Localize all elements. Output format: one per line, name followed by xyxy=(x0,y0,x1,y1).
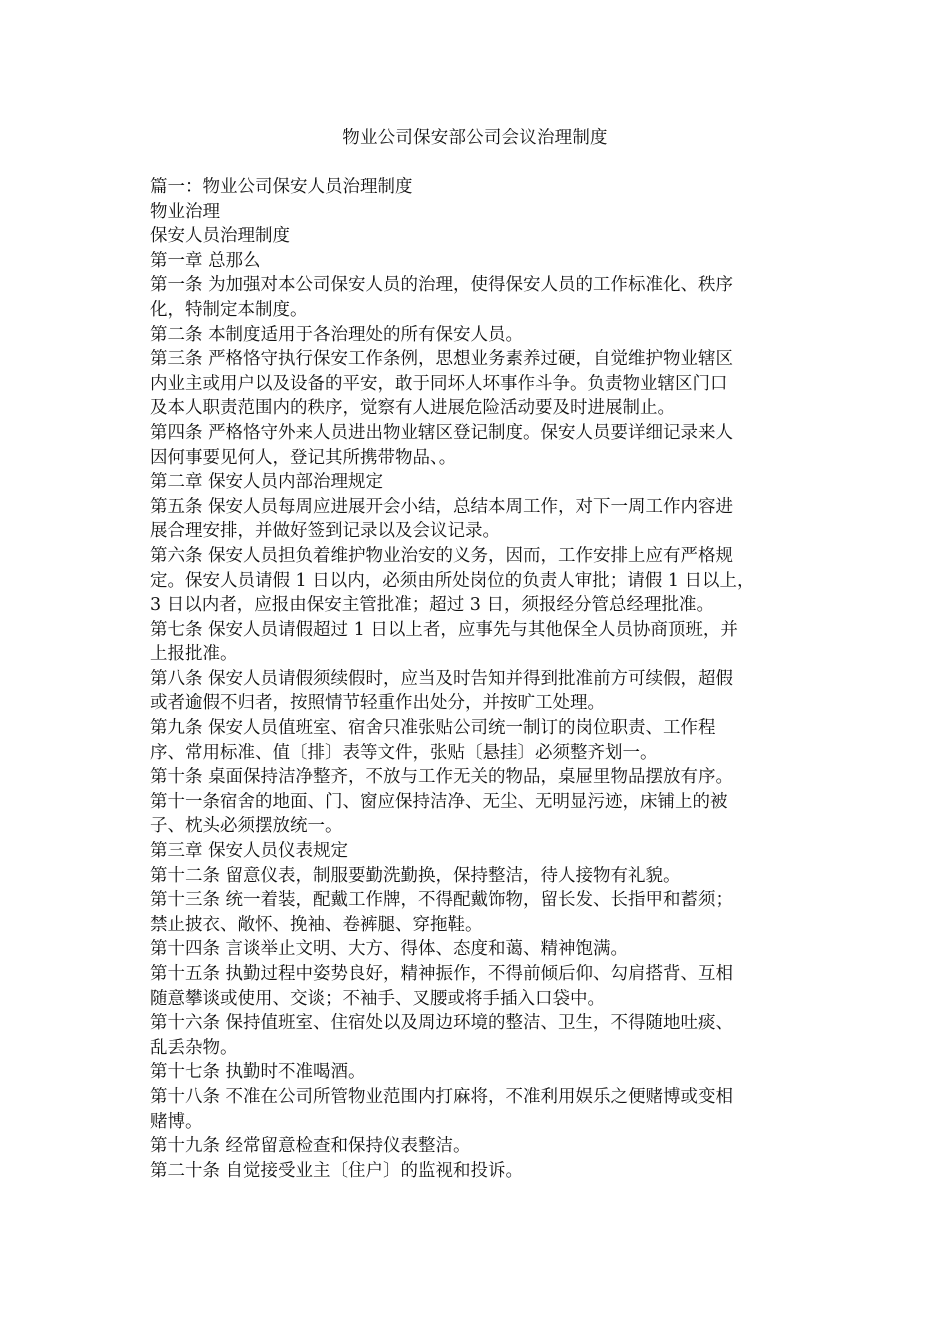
body-line: 第五条 保安人员每周应进展开会小结，总结本周工作，对下一周工作内容进 xyxy=(150,496,734,517)
body-line: 第十五条 执勤过程中姿势良好，精神振作，不得前倾后仰、勾肩搭背、互相 xyxy=(150,964,734,984)
body-line: 第一条 为加强对本公司保安人员的治理，使得保安人员的工作标准化、秩序 xyxy=(150,275,734,296)
body-line: 第七条 保安人员请假超过 1 日以上者，应事先与其他保全人员协商顶班，并 xyxy=(150,619,738,640)
body-line: 第十四条 言谈举止文明、大方、得体、态度和蔼、精神饱满。 xyxy=(150,939,629,960)
body-line: 第二章 保安人员内部治理规定 xyxy=(150,472,384,493)
body-line: 篇一：物业公司保安人员治理制度 xyxy=(150,177,413,197)
body-line: 第二十条 自觉接受业主〔住户〕的监视和投诉。 xyxy=(150,1160,524,1181)
body-line: 因何事要见何人，登记其所携带物品、。 xyxy=(150,447,457,468)
body-line: 第十二条 留意仪表，制服要勤洗勤换，保持整洁，待人接物有礼貌。 xyxy=(150,865,681,886)
body-line: 第十七条 执勤时不准喝酒。 xyxy=(150,1062,366,1083)
body-line: 第十一条宿舍的地面、门、窗应保持洁净、无尘、无明显污迹，床铺上的被 xyxy=(150,791,728,812)
body-line: 赌博。 xyxy=(150,1111,203,1132)
body-line: 第八条 保安人员请假须续假时，应当及时告知并得到批准前方可续假，超假 xyxy=(150,668,734,689)
body-line: 第六条 保安人员担负着维护物业治安的义务，因而，工作安排上应有严格规 xyxy=(150,545,734,566)
body-line: 第四条 严格恪守外来人员进出物业辖区登记制度。保安人员要详细记录来人 xyxy=(150,422,734,443)
body-line: 保安人员治理制度 xyxy=(150,226,290,247)
body-line: 内业主或用户以及设备的平安，敢于同坏人坏事作斗争。负责物业辖区门口 xyxy=(150,373,728,394)
body-line: 乱丢杂物。 xyxy=(150,1037,238,1058)
body-line: 第三章 保安人员仪表规定 xyxy=(150,841,349,862)
document-body xyxy=(150,175,796,1183)
body-line: 第九条 保安人员值班室、宿舍只准张贴公司统一制订的岗位职责、工作程 xyxy=(150,718,716,739)
body-line: 上报批准。 xyxy=(150,644,238,665)
body-line: 3 日以内者，应报由保安主管批准；超过 3 日，须报经分管总经理批准。 xyxy=(150,595,714,616)
body-line: 序、常用标准、值〔排〕表等文件，张贴〔悬挂〕必须整齐划一。 xyxy=(150,742,658,763)
body-line: 随意攀谈或使用、交谈；不袖手、叉腰或将手插入口袋中。 xyxy=(150,988,605,1009)
body-line: 第二条 本制度适用于各治理处的所有保安人员。 xyxy=(150,324,524,345)
document-title: 物业公司保安部公司会议治理制度 xyxy=(342,128,608,148)
body-line: 第十九条 经常留意检查和保持仪表整洁。 xyxy=(150,1136,471,1157)
body-line: 禁止披衣、敞怀、挽袖、卷裤腿、穿拖鞋。 xyxy=(150,914,483,935)
body-line: 第十条 桌面保持洁净整齐，不放与工作无关的物品，桌屉里物品摆放有序。 xyxy=(150,767,734,788)
body-line: 展合理安排，并做好签到记录以及会议记录。 xyxy=(150,521,500,542)
body-line: 及本人职责范围内的秩序，觉察有人进展危险活动要及时进展制止。 xyxy=(150,398,675,419)
body-line: 子、枕头必须摆放统一。 xyxy=(150,816,343,837)
body-line: 第三条 严格恪守执行保安工作条例，思想业务素养过硬，自觉维护物业辖区 xyxy=(150,349,734,370)
body-line: 第十六条 保持值班室、住宿处以及周边环境的整洁、卫生，不得随地吐痰、 xyxy=(150,1013,734,1034)
body-line: 定。保安人员请假 1 日以内，必须由所处岗位的负责人审批；请假 1 日以上， xyxy=(150,570,755,591)
body-line: 化，特制定本制度。 xyxy=(150,299,308,320)
body-line: 物业治理 xyxy=(150,201,220,222)
body-line: 第十八条 不准在公司所管物业范围内打麻将，不准利用娱乐之便赌博或变相 xyxy=(150,1086,734,1107)
body-line: 第一章 总那么 xyxy=(150,250,261,271)
body-line: 第十三条 统一着装，配戴工作牌，不得配戴饰物，留长发、长指甲和蓄须； xyxy=(150,890,734,911)
body-line: 或者逾假不归者，按照情节轻重作出处分，并按旷工处理。 xyxy=(150,693,605,714)
